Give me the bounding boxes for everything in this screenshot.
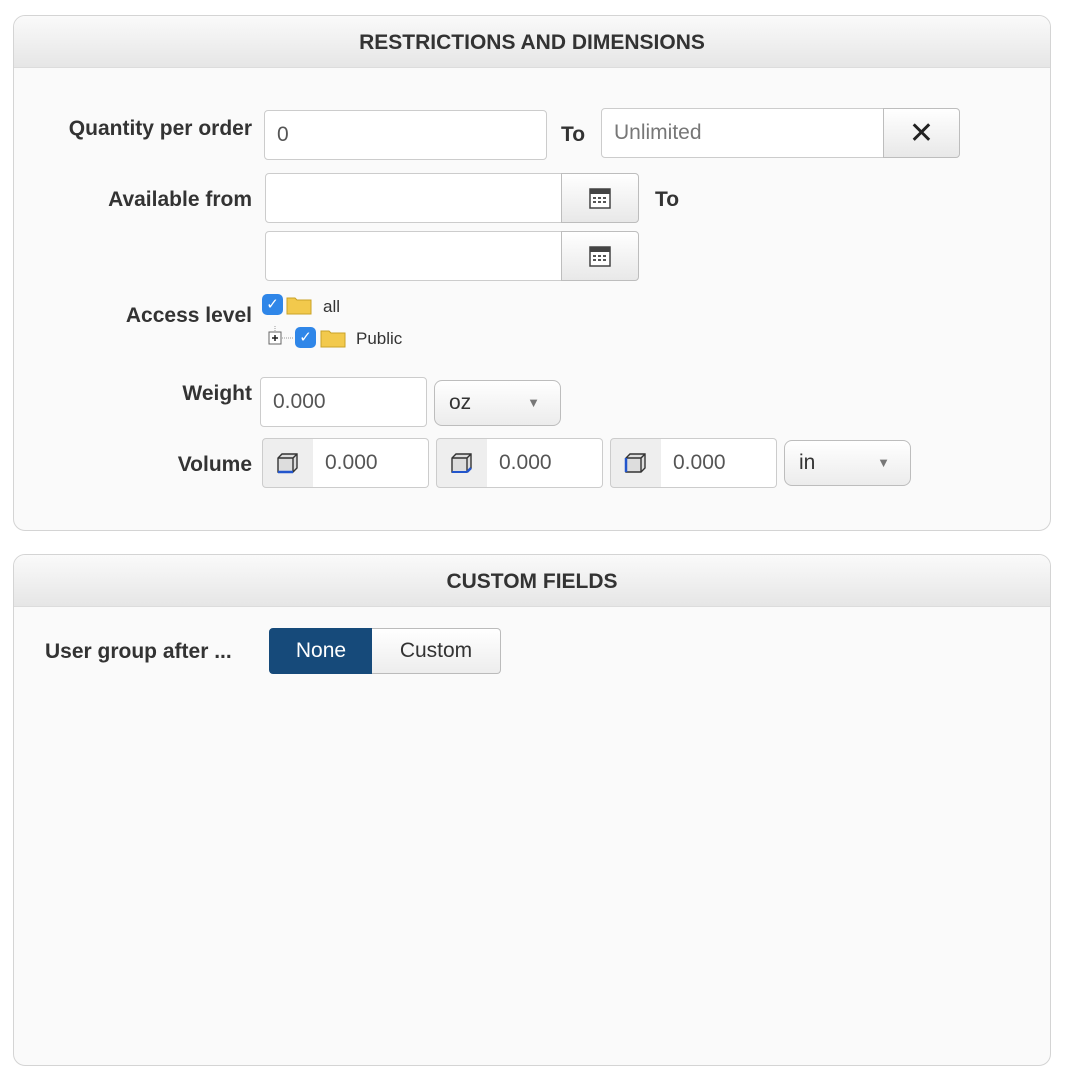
volume-unit-select[interactable]	[784, 440, 911, 486]
volume-unit-value: in	[799, 451, 816, 474]
clear-max-quantity-button[interactable]	[883, 108, 960, 158]
access-tree-item-all[interactable]: all	[323, 297, 341, 316]
weight-input[interactable]: 0.000	[260, 377, 427, 427]
user-group-label: User group after ...	[45, 640, 232, 663]
available-to-label: To	[655, 188, 680, 211]
volume-width-input[interactable]: 0.000	[487, 438, 603, 488]
dropdown-arrow-icon: ▼	[527, 395, 540, 410]
quantity-to-label: To	[561, 123, 586, 146]
box-length-icon	[276, 452, 300, 474]
folder-icon	[320, 328, 346, 348]
close-icon: ✕	[908, 116, 935, 150]
available-to-input[interactable]	[265, 231, 563, 281]
folder-icon	[286, 295, 312, 315]
weight-label: Weight	[182, 382, 252, 405]
available-to-calendar-button[interactable]	[561, 231, 639, 281]
box-height-icon	[624, 452, 648, 474]
dropdown-arrow-icon: ▼	[877, 455, 890, 470]
calendar-icon	[588, 186, 612, 210]
length-addon	[262, 438, 314, 488]
user-group-custom-button[interactable]: Custom	[372, 628, 501, 674]
height-addon	[610, 438, 662, 488]
weight-unit-value: oz	[449, 391, 472, 414]
restrictions-header: RESTRICTIONS AND DIMENSIONS	[14, 16, 1050, 68]
volume-length-input[interactable]: 0.000	[313, 438, 429, 488]
user-group-none-button[interactable]: None	[269, 628, 373, 674]
quantity-min-input[interactable]: 0	[264, 110, 547, 160]
calendar-icon	[588, 244, 612, 268]
available-from-calendar-button[interactable]	[561, 173, 639, 223]
quantity-label: Quantity per order	[68, 117, 252, 140]
available-from-label: Available from	[108, 188, 252, 211]
volume-label: Volume	[177, 453, 252, 476]
width-addon	[436, 438, 488, 488]
expand-icon[interactable]	[267, 326, 295, 350]
quantity-max-input[interactable]: Unlimited	[601, 108, 885, 158]
weight-unit-select[interactable]	[434, 380, 561, 426]
access-level-label: Access level	[125, 304, 252, 327]
access-all-checkbox[interactable]: ✓	[262, 294, 283, 315]
custom-fields-header: CUSTOM FIELDS	[14, 555, 1050, 607]
custom-fields-panel	[13, 554, 1051, 1066]
access-tree-item-public[interactable]: Public	[356, 329, 403, 348]
volume-height-input[interactable]: 0.000	[661, 438, 777, 488]
box-width-icon	[450, 452, 474, 474]
restrictions-panel	[13, 15, 1051, 531]
available-from-input[interactable]	[265, 173, 563, 223]
access-public-checkbox[interactable]: ✓	[295, 327, 316, 348]
